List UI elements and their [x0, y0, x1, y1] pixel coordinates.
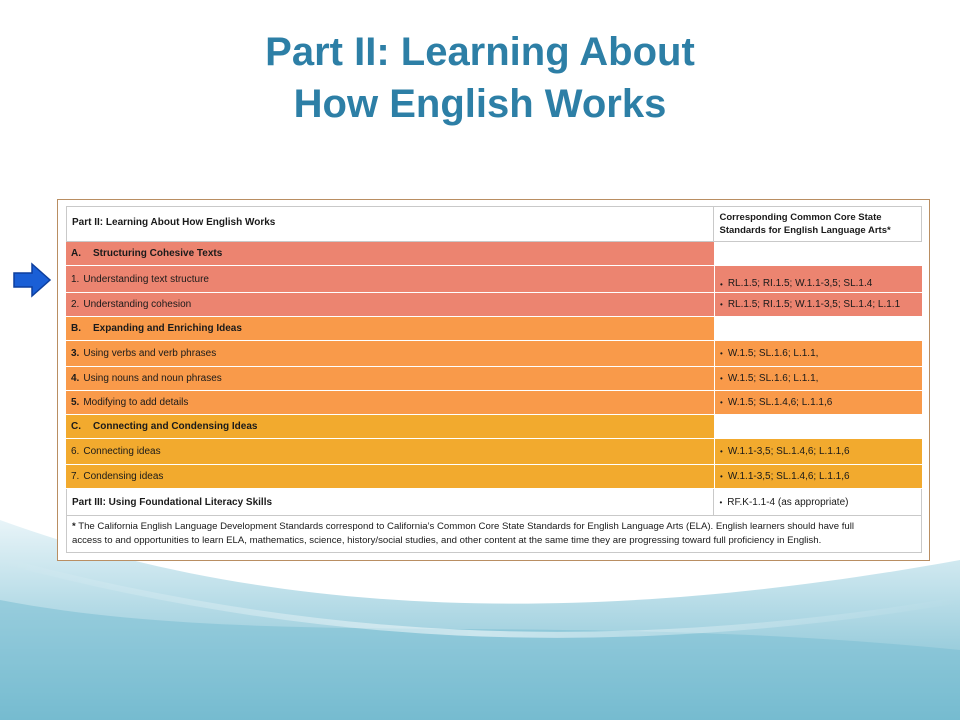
header-right-line-2: Standards for English Language Arts*: [719, 225, 891, 236]
part-iii-label: Part III: Using Foundational Literacy Skills: [72, 496, 273, 508]
standards-table: [66, 206, 922, 553]
row-1-label: Understanding text structure: [83, 273, 209, 285]
row-4-standards: W.1.5; SL.1.6; L.1.1,: [727, 373, 819, 384]
bullet-icon: •: [720, 300, 723, 309]
row-7-standards: W.1.1-3,5; SL.1.4,6; L.1.1,6: [727, 471, 850, 482]
row-2-standards: RL.1.5; RI.1.5; W.1.1-3,5; SL.1.4; L.1.1: [727, 299, 901, 310]
row-4-label: Using nouns and noun phrases: [83, 373, 222, 384]
part-iii-standards: RF.K-1.1-4 (as appropriate): [727, 496, 849, 508]
footnote: [66, 515, 922, 553]
row-5-label: Modifying to add details: [83, 397, 189, 408]
section-b-letter: B.: [71, 323, 81, 334]
row-2-number: 2.: [71, 299, 80, 310]
row-5-standards: W.1.5; SL.1.4,6; L.1.1,6: [727, 397, 833, 408]
bullet-icon: •: [720, 398, 723, 407]
table-row: [66, 439, 922, 465]
row-7-number: 7.: [71, 471, 80, 482]
table-header-row: [66, 206, 922, 242]
row-5-number: 5.: [71, 397, 80, 408]
section-c-label: Connecting and Condensing Ideas: [93, 421, 258, 432]
row-4-number: 4.: [71, 373, 80, 384]
table-row: [66, 465, 922, 489]
part-iii-row: [66, 489, 922, 515]
table-row: [66, 266, 922, 293]
header-left: Part II: Learning About How English Works: [72, 217, 276, 228]
section-b-row: [66, 317, 922, 341]
section-c-row: [66, 415, 922, 439]
table-row: [66, 341, 922, 367]
standards-table-image: [57, 199, 930, 561]
footnote-line-1: The California English Language Development Standards correspond to California’s Common Core State Standards for English Language Arts (ELA). English learners should have full: [78, 521, 854, 532]
row-2-label: Understanding cohesion: [83, 299, 192, 310]
header-right: [713, 207, 921, 241]
row-3-number: 3.: [71, 348, 80, 359]
section-a-row: [66, 242, 922, 266]
bullet-icon: •: [720, 280, 723, 289]
slide-title-line-1: Part II: Learning About: [265, 30, 695, 74]
bullet-icon: •: [720, 374, 723, 383]
slide-title-line-2: How English Works: [293, 82, 667, 126]
row-6-standards: W.1.1-3,5; SL.1.4,6; L.1.1,6: [727, 446, 850, 457]
row-7-label: Condensing ideas: [83, 471, 164, 482]
bullet-icon: •: [720, 472, 723, 481]
row-3-label: Using verbs and verb phrases: [83, 348, 217, 359]
table-row: [66, 391, 922, 415]
row-6-number: 6.: [71, 446, 80, 457]
section-a-label: Structuring Cohesive Texts: [93, 248, 223, 259]
row-1-standards: RL.1.5; RI.1.5; W.1.1-3,5; SL.1.4: [727, 278, 873, 289]
bullet-icon: •: [720, 349, 723, 358]
right-arrow-icon: [12, 260, 52, 300]
section-b-label: Expanding and Enriching Ideas: [93, 323, 242, 334]
footnote-marker: *: [72, 521, 76, 532]
table-row: [66, 293, 922, 317]
section-c-standards: [714, 415, 922, 438]
footnote-line-2: access to and opportunities to learn ELA, mathematics, science, history/social studies, and other content at the same time they are progressing toward full proficiency in English.: [72, 535, 822, 546]
section-c-letter: C.: [71, 421, 81, 432]
section-a-letter: A.: [71, 248, 81, 259]
bullet-icon: •: [719, 497, 723, 507]
header-right-line-1: Corresponding Common Core State: [719, 212, 882, 223]
section-b-standards: [714, 317, 922, 340]
slide-title: [0, 26, 960, 130]
section-a-standards: [714, 242, 922, 265]
bullet-icon: •: [720, 447, 723, 456]
row-1-number: 1.: [71, 273, 80, 285]
table-row: [66, 367, 922, 391]
row-6-label: Connecting ideas: [83, 446, 161, 457]
row-3-standards: W.1.5; SL.1.6; L.1.1,: [727, 348, 819, 359]
